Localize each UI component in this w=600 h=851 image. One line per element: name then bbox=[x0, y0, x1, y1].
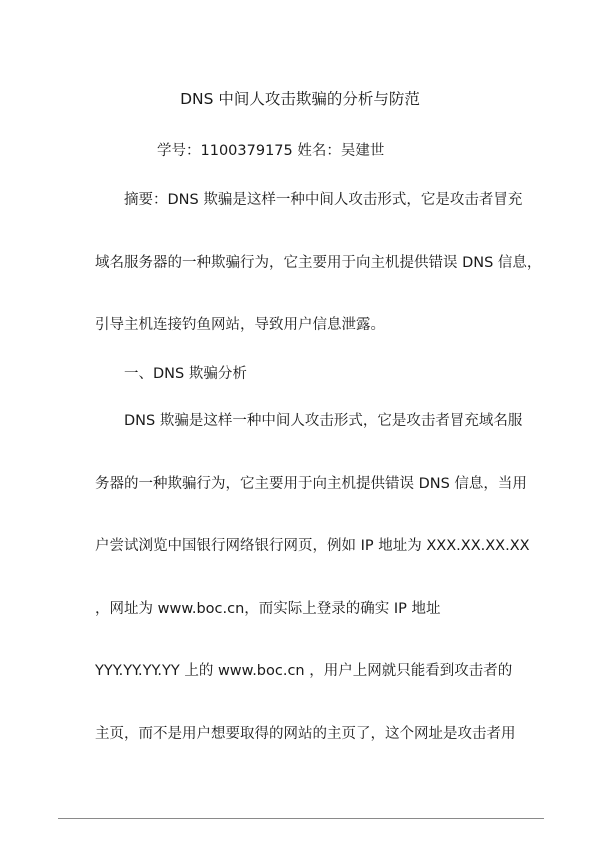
abstract-line-1: 摘要：DNS 欺骗是这样一种中间人攻击形式，它是攻击者冒充 bbox=[124, 192, 523, 208]
student-meta: 学号：1100379175 姓名：吴建世 bbox=[157, 143, 385, 159]
document-title: DNS 中间人攻击欺骗的分析与防范 bbox=[180, 90, 420, 108]
footer-divider bbox=[58, 818, 544, 819]
body-line-1: DNS 欺骗是这样一种中间人攻击形式，它是攻击者冒充域名服 bbox=[124, 413, 523, 429]
section-heading: 一、DNS 欺骗分析 bbox=[124, 366, 247, 382]
body-line-2: 务器的一种欺骗行为，它主要用于向主机提供错误 DNS 信息，当用 bbox=[95, 476, 527, 492]
body-line-5: YYY.YY.YY.YY 上的 www.boc.cn ，用户上网就只能看到攻击者的 bbox=[95, 663, 513, 679]
abstract-line-2: 域名服务器的一种欺骗行为，它主要用于向主机提供错误 DNS 信息， bbox=[95, 255, 542, 271]
body-line-4: ，网址为 www.boc.cn，而实际上登录的确实 IP 地址 bbox=[95, 601, 441, 617]
body-line-3: 户尝试浏览中国银行网络银行网页，例如 IP 地址为 XXX.XX.XX.XX bbox=[95, 538, 530, 554]
abstract-line-3: 引导主机连接钓鱼网站，导致用户信息泄露。 bbox=[95, 317, 385, 333]
body-line-6: 主页，而不是用户想要取得的网站的主页了，这个网址是攻击者用 bbox=[95, 726, 516, 742]
